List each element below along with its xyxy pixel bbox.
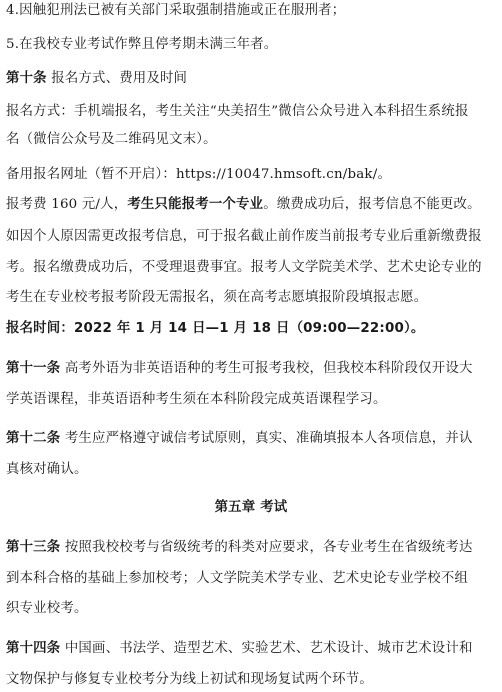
article-10-line-4: 考。报名缴费成功后，不受理退费事宜。报考人文学院美术学、艺术史论专业的 [6,260,482,275]
article-10-number: 第十条 [6,71,47,86]
article-11-number: 第十一条 [6,361,61,376]
article-12-line-2: 真核对确认。 [6,462,88,477]
fee-text: 报考费 160 元/人， [6,197,128,212]
article-14-line-1 [6,640,473,658]
article-13-line-2: 到本科合格的基础上参加校考；人文学院美术学专业、艺术史论专业学校不组 [6,571,469,586]
article-11-text: 高考外语为非英语语种的考生可报考我校，但我校本科阶段仅开设大 [60,361,473,376]
backup-url-line: 备用报名网址（暂不开启）：https://10047.hmsoft.cn/bak/。 [6,167,392,182]
article-12-line-1 [6,430,473,448]
article-12-number: 第十二条 [6,431,61,446]
article-10-line-3: 如因个人原因需更改报考信息，可于报名截止前作废当前报考专业后重新缴费报 [6,229,482,244]
article-10-line-5: 考生在专业校考报考阶段无需报名，须在高考志愿填报阶段填报志愿。 [6,290,428,305]
condition-item-5: 5.在我校专业考试作弊且停考期未满三年者。 [6,37,278,52]
fee-after-text: 。缴费成功后，报考信息不能更改。 [263,197,481,212]
article-11-line-1 [6,360,473,378]
article-10-line-2: 名（微信公众号及二维码见文末）。 [6,132,217,147]
article-10-title: 报名方式、费用及时间 [46,71,188,86]
fee-line [6,196,481,214]
article-14-text: 中国画、书法学、造型艺术、实验艺术、艺术设计、城市艺术设计和 [60,641,473,656]
registration-time: 报名时间：2022 年 1 月 14 日—1 月 18 日（09:00—22:00）。 [6,321,425,336]
article-10-heading [6,70,187,88]
chapter-5-heading: 第五章 考试 [214,500,288,515]
article-13-line-3: 织专业校考。 [6,601,88,616]
article-12-text: 考生应严格遵守诚信考试原则，真实、准确填报本人各项信息，并认 [60,431,473,446]
article-11-line-2: 学英语课程，非英语语种考生须在本科阶段完成英语课程学习。 [6,392,387,407]
article-13-text: 按照我校校考与省级统考的科类对应要求，各专业考生在省级统考达 [60,540,473,555]
article-10-line-1: 报名方式：手机端报名，考生关注“央美招生”微信公众号进入本科招生系统报 [6,104,469,119]
article-14-number: 第十四条 [6,641,61,656]
article-13-number: 第十三条 [6,540,61,555]
single-major-notice: 考生只能报考一个专业 [127,197,264,212]
article-13-line-1 [6,539,473,557]
article-14-line-2: 文物保护与修复专业校考分为线上初试和现场复试两个环节。 [6,672,373,687]
condition-item-4: 4.因触犯刑法已被有关部门采取强制措施或正在服刑者； [6,3,346,18]
